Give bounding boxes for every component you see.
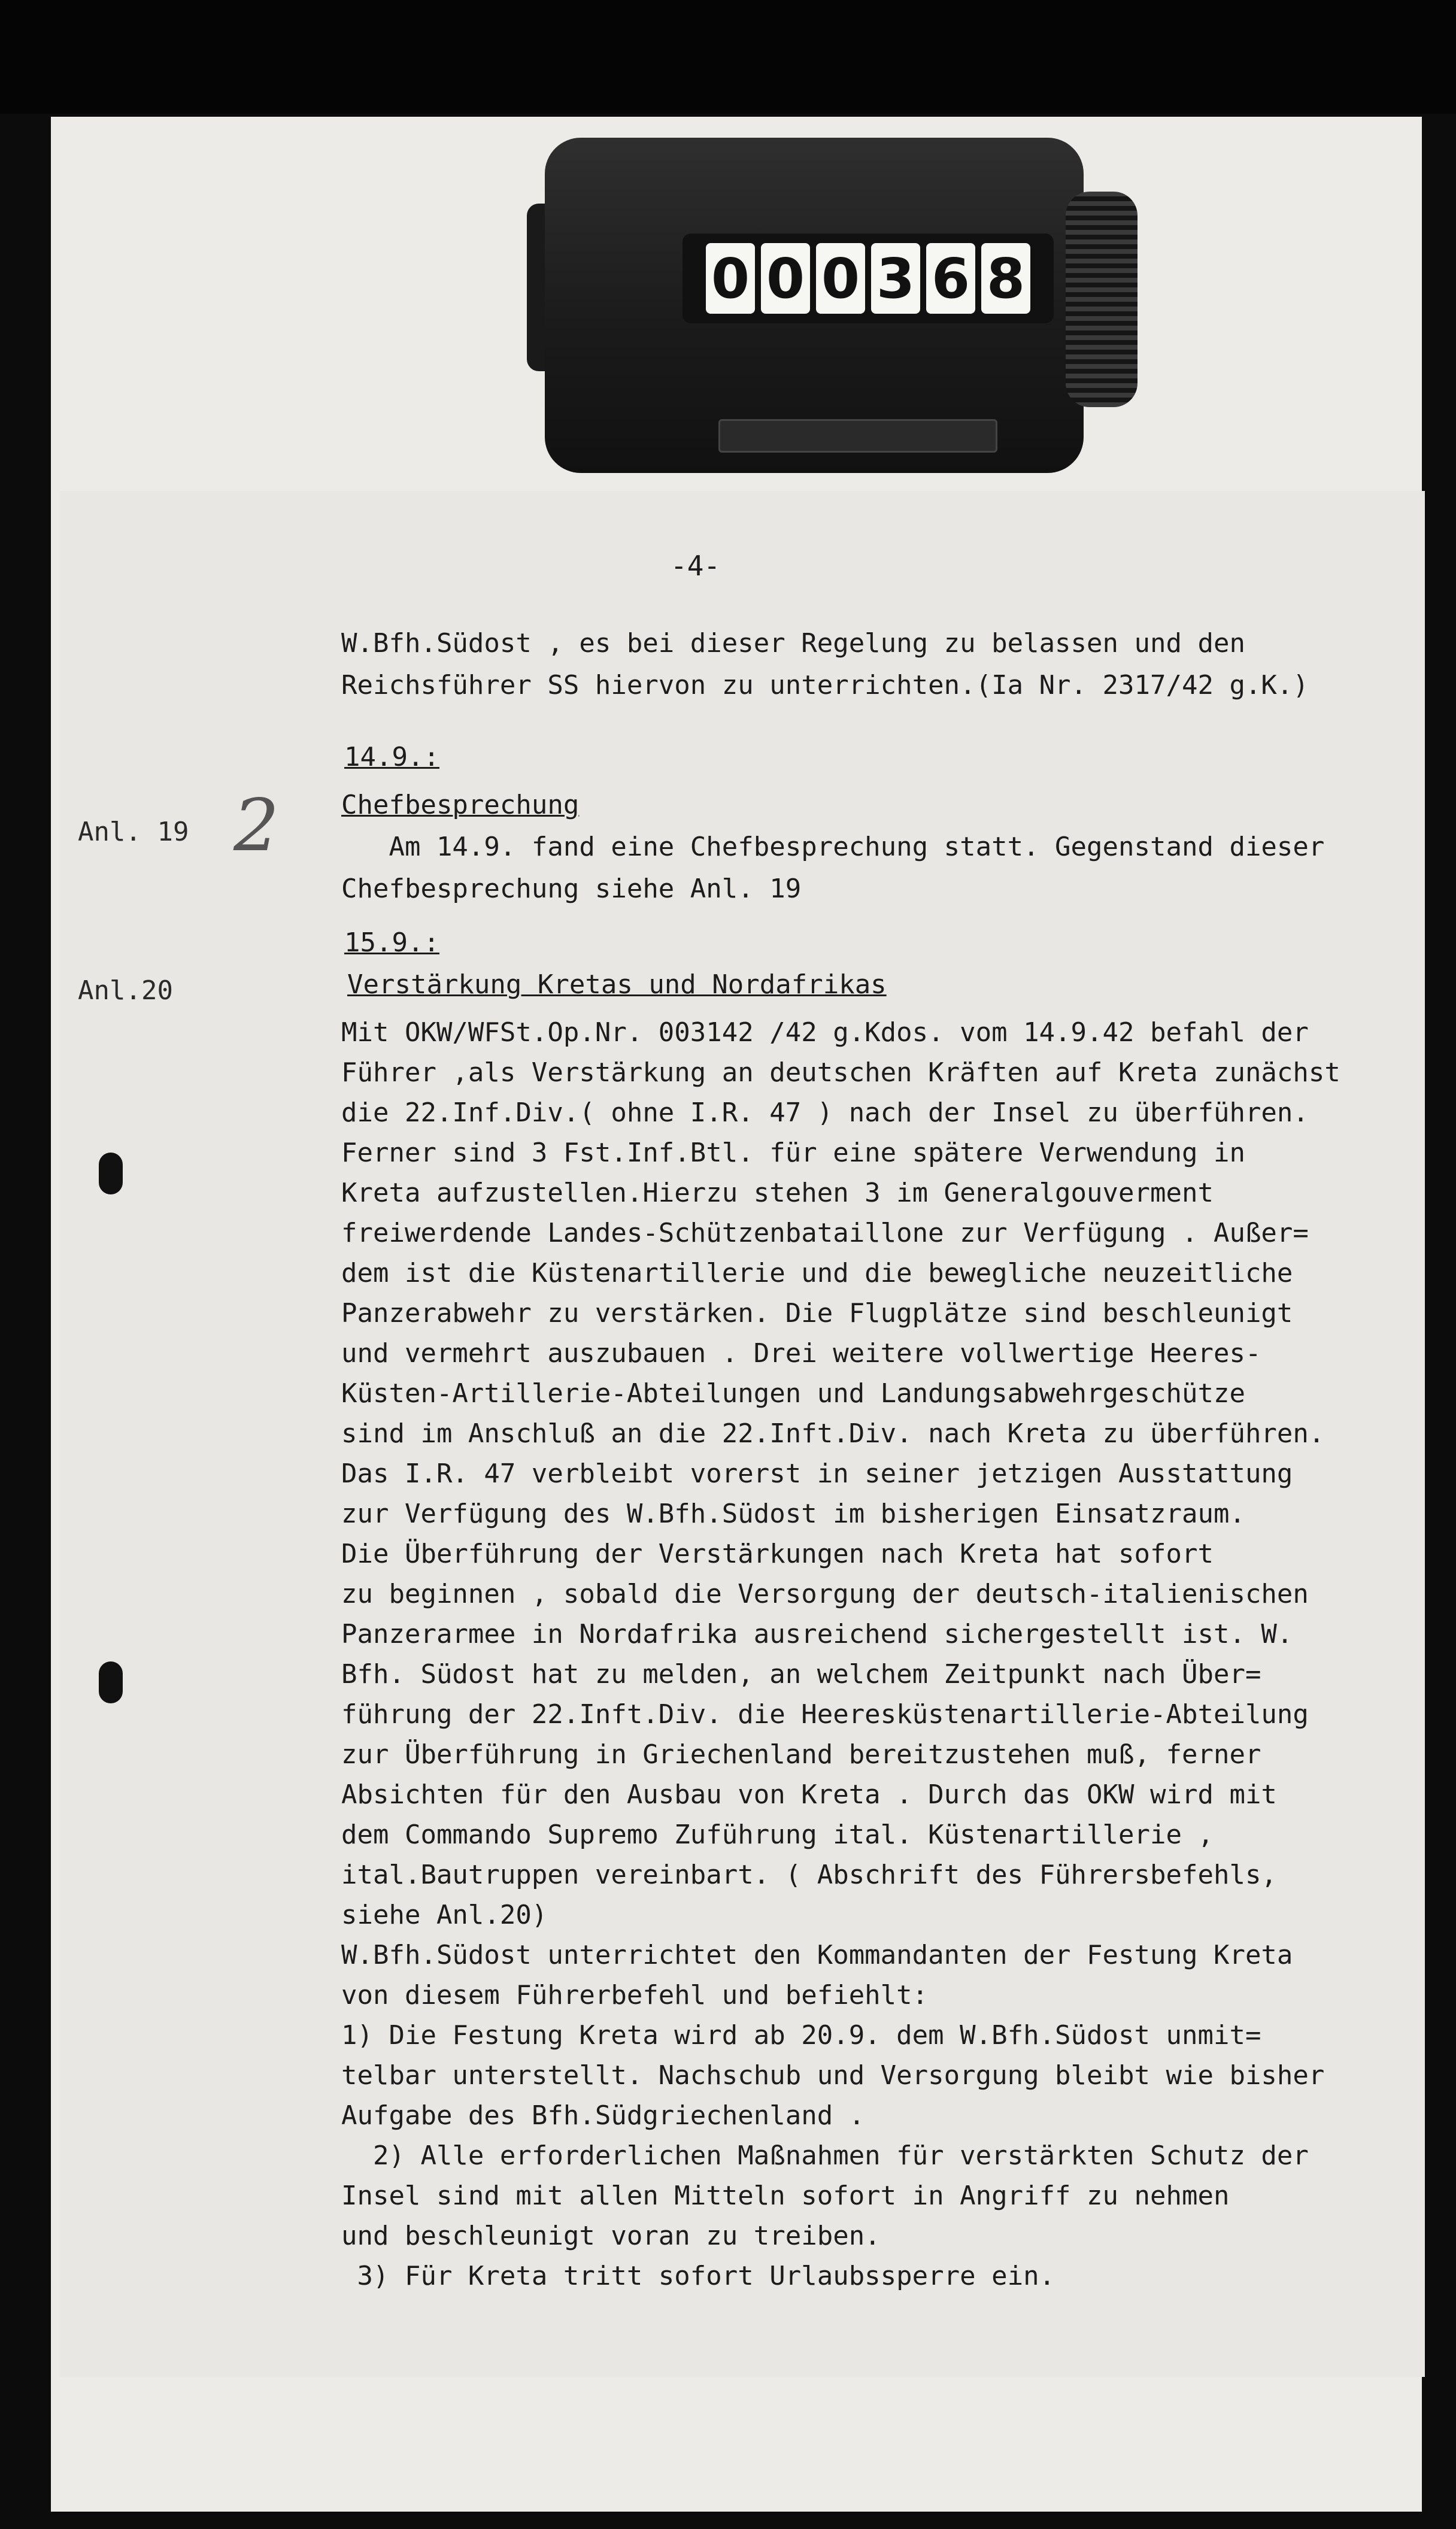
paragraph-line: Das I.R. 47 verbleibt vorerst in seiner jetzigen Ausstattung: [341, 1458, 1293, 1489]
section-heading: Verstärkung Kretas und Nordafrikas: [347, 969, 887, 1000]
paragraph-line: siehe Anl.20): [341, 1900, 548, 1930]
margin-note-anl19: Anl. 19: [78, 817, 189, 847]
paragraph-line: Insel sind mit allen Mitteln sofort in Angriff zu nehmen: [341, 2181, 1230, 2211]
intro-line: W.Bfh.Südost , es bei dieser Regelung zu belassen und den: [341, 628, 1245, 659]
paragraph-line: zur Verfügung des W.Bfh.Südost im bisherigen Einsatzraum.: [341, 1499, 1245, 1529]
document-page: [60, 491, 1425, 2377]
paragraph-line: telbar unterstellt. Nachschub und Versorgung bleibt wie bisher: [341, 2060, 1325, 2091]
paragraph-line: Kreta aufzustellen.Hierzu stehen 3 im Generalgouverment: [341, 1178, 1214, 1208]
paragraph-line: Bfh. Südost hat zu melden, an welchem Zeitpunkt nach Über=: [341, 1659, 1261, 1690]
paragraph-line: zu beginnen , sobald die Versorgung der deutsch-italienischen: [341, 1579, 1309, 1609]
paragraph-line: dem Commando Supremo Zuführung ital. Küstenartillerie ,: [341, 1820, 1214, 1850]
paragraph-line: 3) Für Kreta tritt sofort Urlaubssperre ein.: [341, 2261, 1055, 2291]
counter-digit: 0: [706, 243, 755, 314]
paragraph-line: Panzerabwehr zu verstärken. Die Flugplätze sind beschleunigt: [341, 1298, 1293, 1329]
paragraph-line: Am 14.9. fand eine Chefbesprechung statt. Gegenstand dieser: [341, 832, 1325, 862]
paragraph-line: Küsten-Artillerie-Abteilungen und Landungsabwehrgeschütze: [341, 1378, 1245, 1409]
paragraph-line: Ferner sind 3 Fst.Inf.Btl. für eine spätere Verwendung in: [341, 1138, 1245, 1168]
counter-digit: 0: [761, 243, 810, 314]
paragraph-line: dem ist die Küstenartillerie und die bewegliche neuzeitliche: [341, 1258, 1293, 1288]
counter-digit: 0: [816, 243, 865, 314]
counter-body: [545, 138, 1084, 473]
paragraph-line: freiwerdende Landes-Schützenbataillone zur Verfügung . Außer=: [341, 1218, 1309, 1248]
counter-window: [682, 234, 1054, 323]
paragraph-line: und vermehrt auszubauen . Drei weitere vollwertige Heeres-: [341, 1338, 1261, 1369]
handwritten-mark: 2: [233, 784, 280, 868]
paragraph-line: zur Überführung in Griechenland bereitzustehen muß, ferner: [341, 1739, 1261, 1770]
date-heading: 14.9.:: [344, 742, 439, 772]
counter-plate: [718, 419, 997, 453]
paragraph-line: von diesem Führerbefehl und befiehlt:: [341, 1980, 929, 2011]
paragraph-line: Panzerarmee in Nordafrika ausreichend sichergestellt ist. W.: [341, 1619, 1293, 1649]
counter-digit: 8: [981, 243, 1030, 314]
paragraph-line: sind im Anschluß an die 22.Inft.Div. nach Kreta zu überführen.: [341, 1418, 1325, 1449]
paragraph-line: Mit OKW/WFSt.Op.Nr. 003142 /42 g.Kdos. vom 14.9.42 befahl der: [341, 1017, 1309, 1048]
page-number: -4-: [671, 550, 721, 582]
counter-digit: 6: [926, 243, 975, 314]
frame-counter: [527, 138, 1167, 473]
paragraph-line: die 22.Inf.Div.( ohne I.R. 47 ) nach der Insel zu überführen.: [341, 1097, 1309, 1128]
paragraph-line: und beschleunigt voran zu treiben.: [341, 2221, 881, 2251]
section-heading: Chefbesprechung: [341, 790, 580, 820]
paragraph-line: W.Bfh.Südost unterrichtet den Kommandanten der Festung Kreta: [341, 1940, 1293, 1970]
paragraph-line: 2) Alle erforderlichen Maßnahmen für verstärkten Schutz der: [341, 2140, 1309, 2171]
punch-hole: [99, 1661, 123, 1703]
paragraph-line: Absichten für den Ausbau von Kreta . Durch das OKW wird mit: [341, 1779, 1277, 1810]
paragraph-line: Die Überführung der Verstärkungen nach Kreta hat sofort: [341, 1539, 1214, 1569]
paragraph-line: führung der 22.Inft.Div. die Heeresküstenartillerie-Abteilung: [341, 1699, 1309, 1730]
date-heading: 15.9.:: [344, 927, 439, 958]
paragraph-line: 1) Die Festung Kreta wird ab 20.9. dem W.Bfh.Südost unmit=: [341, 2020, 1261, 2051]
counter-digit: 3: [871, 243, 920, 314]
paragraph-line: Aufgabe des Bfh.Südgriechenland .: [341, 2100, 865, 2131]
punch-hole: [99, 1153, 123, 1194]
paragraph-line: Chefbesprechung siehe Anl. 19: [341, 874, 802, 904]
paragraph-line: Führer ,als Verstärkung an deutschen Kräften auf Kreta zunächst: [341, 1057, 1340, 1088]
intro-line: Reichsführer SS hiervon zu unterrichten.(Ia Nr. 2317/42 g.K.): [341, 670, 1309, 701]
margin-note-anl20: Anl.20: [78, 975, 173, 1006]
counter-knob: [1066, 192, 1138, 407]
film-edge: [0, 0, 1456, 114]
paragraph-line: ital.Bautruppen vereinbart. ( Abschrift des Führersbefehls,: [341, 1860, 1277, 1890]
